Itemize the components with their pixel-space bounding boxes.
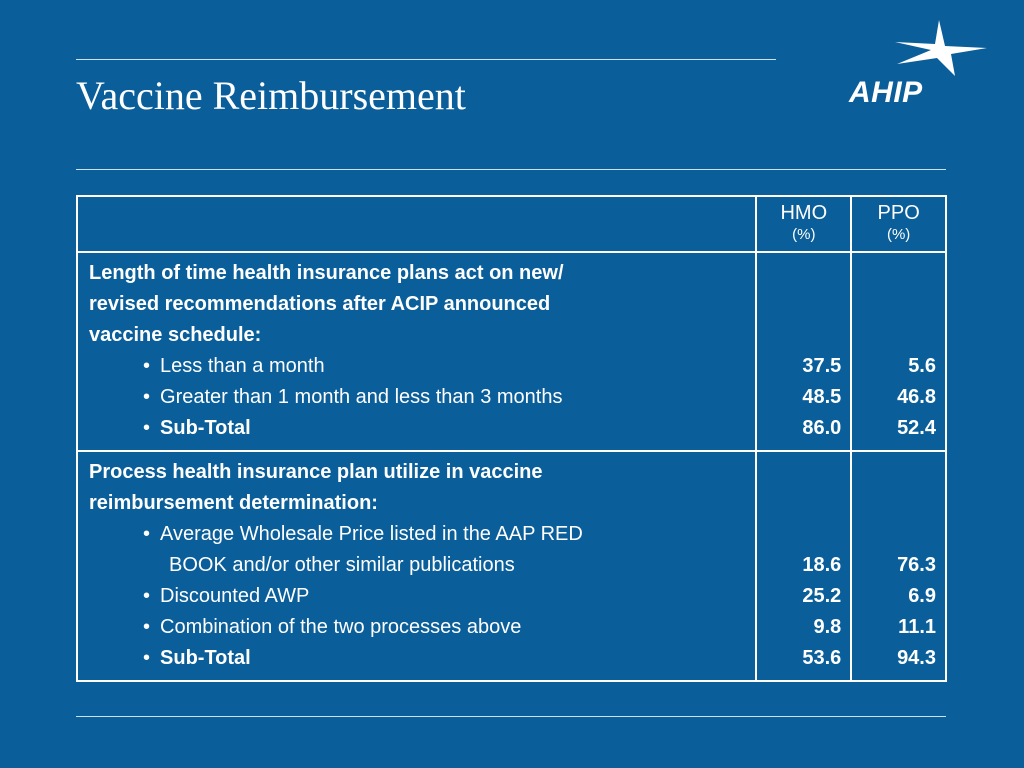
- list-item: [89, 581, 745, 612]
- header-ppo: [851, 196, 946, 252]
- bullet-dot: •: [143, 417, 151, 439]
- bullet-dot: •: [143, 585, 151, 607]
- section-heading-line: Process health insurance plan utilize in vaccine: [89, 461, 543, 483]
- hmo-value: 48.5: [802, 386, 842, 408]
- list-item-label: Less than a month: [160, 355, 325, 377]
- hmo-value: 25.2: [802, 585, 842, 607]
- list-item: [89, 351, 745, 382]
- hmo-value: 53.6: [802, 647, 842, 669]
- subtotal-label: Sub-Total: [160, 647, 251, 669]
- hmo-values-cell: [756, 252, 851, 451]
- ppo-values-cell: [851, 252, 946, 451]
- logo-star-icon: [893, 18, 988, 78]
- section-label-cell: [77, 252, 756, 451]
- bullet-dot: •: [143, 386, 151, 408]
- section-heading-line: reimbursement determination:: [89, 492, 378, 514]
- section-heading-line: revised recommendations after ACIP announced: [89, 293, 551, 315]
- list-item: [89, 519, 745, 550]
- bullet-dot: •: [143, 647, 151, 669]
- ppo-value: 52.4: [897, 417, 936, 439]
- list-item-continuation: BOOK and/or other similar publications: [169, 554, 515, 576]
- bottom-rule: [76, 716, 946, 717]
- subtotal-label: Sub-Total: [160, 417, 251, 439]
- section-heading-line: Length of time health insurance plans act on new/: [89, 262, 564, 284]
- ppo-value: 11.1: [898, 616, 936, 638]
- ppo-value: 76.3: [897, 554, 936, 576]
- top-rule: [76, 59, 776, 60]
- hmo-value: 18.6: [802, 554, 842, 576]
- section-heading-line: vaccine schedule:: [89, 324, 262, 346]
- section-label-cell: [77, 451, 756, 681]
- bullet-dot: •: [143, 523, 151, 545]
- ahip-logo: [845, 18, 990, 108]
- list-item: [89, 382, 745, 413]
- header-ppo-label: PPO: [877, 202, 920, 224]
- hmo-values-cell: [756, 451, 851, 681]
- list-item-label: Greater than 1 month and less than 3 months: [160, 386, 563, 408]
- slide-title: Vaccine Reimbursement: [76, 73, 466, 118]
- list-item: [89, 413, 745, 444]
- ppo-values-cell: [851, 451, 946, 681]
- section-row-process: [77, 451, 946, 681]
- hmo-value: 9.8: [813, 616, 842, 638]
- list-item: [89, 643, 745, 674]
- ppo-value: 94.3: [897, 647, 936, 669]
- logo-text: AHIP: [849, 76, 923, 109]
- bullet-dot: •: [143, 355, 151, 377]
- hmo-value: 37.5: [802, 355, 842, 377]
- header-empty-cell: [77, 196, 756, 252]
- list-item-label: Combination of the two processes above: [160, 616, 522, 638]
- list-item: [89, 612, 745, 643]
- list-item-label: Average Wholesale Price listed in the AAP RED: [160, 523, 583, 545]
- list-item-label: Discounted AWP: [160, 585, 310, 607]
- reimbursement-table: [76, 195, 947, 682]
- header-hmo-unit: (%): [792, 226, 816, 243]
- hmo-value: 86.0: [802, 417, 842, 439]
- bullet-dot: •: [143, 616, 151, 638]
- header-row: [77, 196, 946, 252]
- section-row-time: [77, 252, 946, 451]
- ppo-value: 5.6: [908, 355, 936, 377]
- header-ppo-unit: (%): [886, 226, 911, 243]
- header-hmo: [756, 196, 851, 252]
- middle-rule: [76, 169, 946, 170]
- ppo-value: 6.9: [908, 585, 936, 607]
- ppo-value: 46.8: [897, 386, 936, 408]
- header-hmo-label: HMO: [780, 202, 828, 224]
